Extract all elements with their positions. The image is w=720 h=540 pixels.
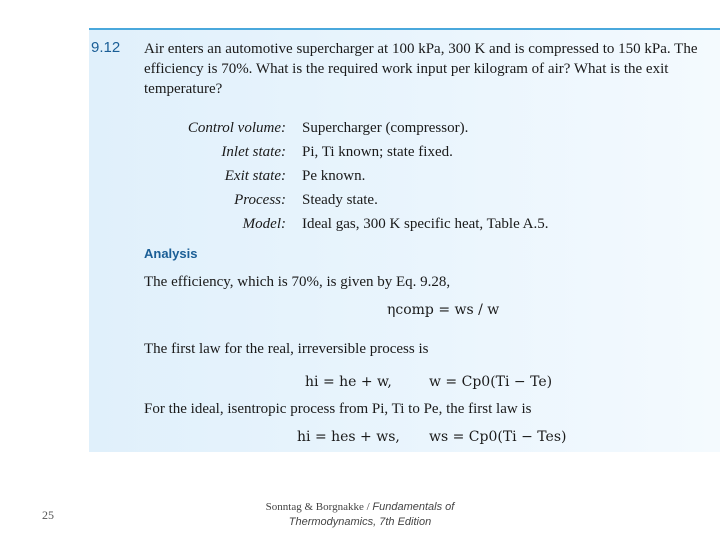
analysis-heading: Analysis bbox=[144, 246, 198, 261]
problem-panel bbox=[89, 28, 720, 452]
work-equation-real: w = Cp0(Ti − Te) bbox=[429, 374, 553, 390]
setup-row-process bbox=[89, 190, 720, 210]
footer-citation: Sonntag & Borgnakke / Fundamentals of Thermodynamics, 7th Edition bbox=[265, 501, 455, 528]
footer-authors: Sonntag & Borgnakke bbox=[265, 501, 364, 513]
setup-value: Steady state. bbox=[302, 192, 378, 208]
setup-label: Exit state: bbox=[224, 168, 286, 184]
footer-book-title: Fundamentals of Thermodynamics, 7th Edition bbox=[288, 501, 455, 528]
energy-equation-ideal: hi = hes + ws, bbox=[297, 429, 400, 445]
setup-value: Pe known. bbox=[302, 168, 366, 184]
problem-statement: Air enters an automotive supercharger at 100 kPa, 300 K and is compressed to 150 kPa. The efficiency is 70%. What is the required work input per kilogram of air? What is the exit temperature? bbox=[144, 41, 698, 97]
setup-label: Process: bbox=[234, 192, 286, 208]
work-equation-ideal: ws = Cp0(Ti − Tes) bbox=[429, 429, 567, 445]
energy-equation-real: hi = he + w, bbox=[305, 374, 392, 390]
analysis-line-isentropic: For the ideal, isentropic process from Pi, Ti to Pe, the first law is bbox=[144, 401, 532, 417]
setup-row-exit-state bbox=[89, 166, 720, 186]
analysis-line-first-law: The first law for the real, irreversible process is bbox=[144, 341, 429, 357]
efficiency-equation: ηcomp = ws / w bbox=[387, 302, 500, 318]
setup-row-model bbox=[89, 214, 720, 234]
setup-label: Model: bbox=[242, 216, 286, 232]
problem-number: 9.12 bbox=[91, 39, 121, 56]
setup-row-inlet-state bbox=[89, 142, 720, 162]
setup-value: Ideal gas, 300 K specific heat, Table A.5. bbox=[302, 216, 549, 232]
setup-value: Pi, Ti known; state fixed. bbox=[302, 144, 453, 160]
setup-value: Supercharger (compressor). bbox=[302, 120, 469, 136]
analysis-line-efficiency: The efficiency, which is 70%, is given by Eq. 9.28, bbox=[144, 274, 451, 290]
setup-label: Control volume: bbox=[187, 120, 286, 136]
page-number: 25 bbox=[42, 508, 54, 522]
setup-label: Inlet state: bbox=[221, 144, 286, 160]
setup-row-control-volume bbox=[89, 118, 720, 138]
